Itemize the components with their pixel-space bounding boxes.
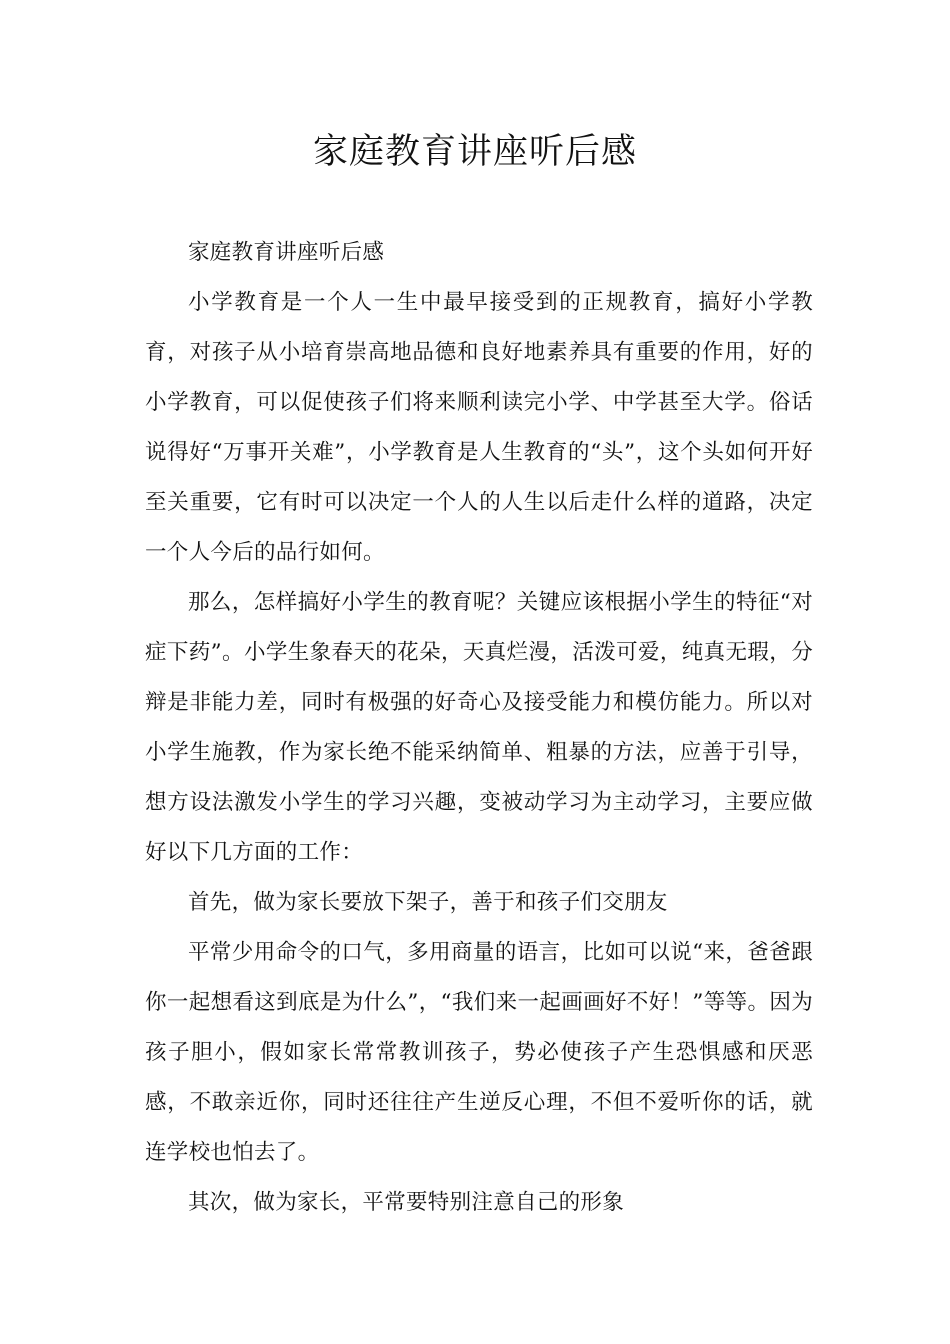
document-title: 家庭教育讲座听后感 — [312, 132, 637, 172]
body-paragraph-2: 那么，怎样搞好小学生的教育呢？关键应该根据小学生的特征“对症下药”。小学生象春天的花朵，天真烂漫，活泼可爱，纯真无瑕，分辩是非能力差，同时有极强的好奇心及接受能力和模仿能力。所以对小学生施教，作为家长绝不能采纳简单、粗暴的方法，应善于引导，想方设法激发小学生的学习兴趣，变被动学习为主动学习，主要应做好以下几方面的工作： — [145, 590, 813, 865]
section-heading-second: 其次，做为家长，平常要特别注意自己的形象 — [188, 1190, 625, 1215]
subtitle-paragraph: 家庭教育讲座听后感 — [188, 240, 385, 265]
document-body — [145, 228, 813, 1228]
body-paragraph-3: 平常少用命令的口气，多用商量的语言，比如可以说“来，爸爸跟你一起想看这到底是为什么”，“我们来一起画画好不好！”等等。因为孩子胆小，假如家长常常教训孩子，势必使孩子产生恐惧感和厌恶感，不敢亲近你，同时还往往产生逆反心理，不但不爱听你的话，就连学校也怕去了。 — [145, 940, 813, 1165]
section-heading-first: 首先，做为家长要放下架子，善于和孩子们交朋友 — [188, 890, 668, 915]
body-paragraph-1: 小学教育是一个人一生中最早接受到的正规教育，搞好小学教育，对孩子从小培育崇高地品德和良好地素养具有重要的作用，好的小学教育，可以促使孩子们将来顺利读完小学、中学甚至大学。俗话说得好“万事开关难”，小学教育是人生教育的“头”，这个头如何开好至关重要，它有时可以决定一个人的人生以后走什么样的道路，决定一个人今后的品行如何。 — [145, 290, 813, 565]
